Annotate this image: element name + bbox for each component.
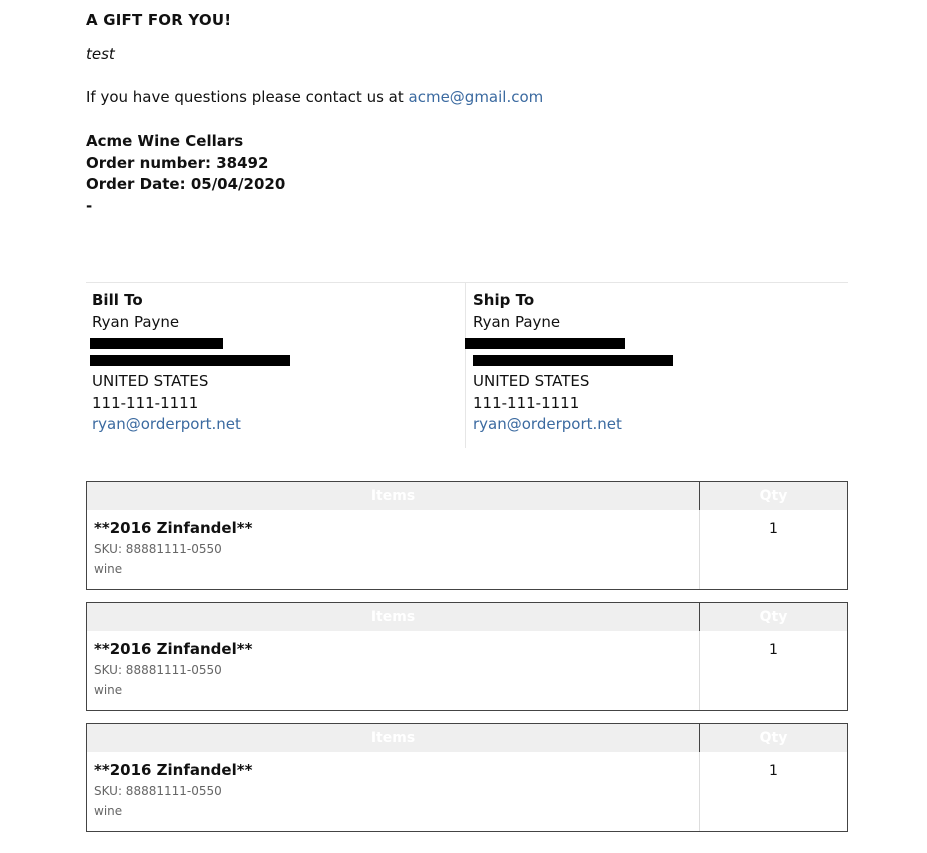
items-column-header: Items [87, 482, 700, 510]
quantity-cell: 1 [769, 521, 778, 537]
store-name: Acme Wine Cellars [86, 132, 244, 150]
product-type: wine [94, 562, 123, 576]
contact-line [86, 88, 543, 106]
ship-to-heading: Ship To [473, 291, 535, 309]
ship-to-name: Ryan Payne [473, 312, 561, 331]
gift-title: A GIFT FOR YOU! [86, 11, 232, 29]
qty-column-header: Qty [759, 609, 788, 625]
contact-text: If you have questions please contact us at [86, 88, 409, 106]
product-sku: SKU: 88881111-0550 [94, 663, 222, 677]
order-items-table [86, 481, 848, 590]
contact-email-link[interactable]: acme@gmail.com [408, 88, 544, 106]
order-number: Order number: 38492 [86, 153, 269, 172]
product-sku: SKU: 88881111-0550 [94, 784, 222, 798]
bill-to-heading: Bill To [92, 291, 143, 309]
items-column-header: Items [87, 724, 700, 752]
section-divider [86, 282, 848, 283]
ship-to-email-link[interactable]: ryan@orderport.net [473, 415, 622, 433]
order-date: Order Date: 05/04/2020 [86, 175, 286, 193]
items-column-header: Items [87, 603, 700, 631]
item-cell [87, 510, 700, 589]
item-cell [87, 752, 700, 831]
ship-to-country: UNITED STATES [473, 372, 590, 390]
ship-to-block [473, 290, 673, 436]
table-row [87, 510, 847, 589]
table-row [87, 631, 847, 710]
table-header-row [87, 724, 847, 752]
product-name: **2016 Zinfandel** [94, 761, 253, 779]
product-name: **2016 Zinfandel** [94, 519, 253, 537]
bill-to-country: UNITED STATES [92, 372, 209, 390]
address-column-divider [465, 283, 466, 448]
table-header-row [87, 603, 847, 631]
quantity-cell: 1 [769, 763, 778, 779]
table-header-row [87, 482, 847, 510]
qty-column-header: Qty [759, 488, 788, 504]
gift-message: test [86, 45, 115, 63]
product-sku: SKU: 88881111-0550 [94, 542, 222, 556]
ship-to-city-redaction [473, 355, 673, 366]
order-items-table [86, 602, 848, 711]
bill-to-city-redaction [90, 355, 290, 366]
item-cell [87, 631, 700, 710]
bill-to-name: Ryan Payne [92, 312, 180, 331]
order-extra: - [86, 196, 93, 215]
product-type: wine [94, 683, 123, 697]
bill-to-street-redaction [90, 338, 223, 349]
ship-to-street-redaction [465, 338, 625, 349]
bill-to-phone: 111-111-1111 [92, 393, 199, 412]
qty-column-header: Qty [759, 730, 788, 746]
table-row [87, 752, 847, 831]
product-type: wine [94, 804, 123, 818]
quantity-cell: 1 [769, 642, 778, 658]
store-info [86, 131, 285, 217]
bill-to-block [92, 290, 290, 436]
bill-to-email-link[interactable]: ryan@orderport.net [92, 415, 241, 433]
product-name: **2016 Zinfandel** [94, 640, 253, 658]
order-items-table [86, 723, 848, 832]
ship-to-phone: 111-111-1111 [473, 393, 580, 412]
